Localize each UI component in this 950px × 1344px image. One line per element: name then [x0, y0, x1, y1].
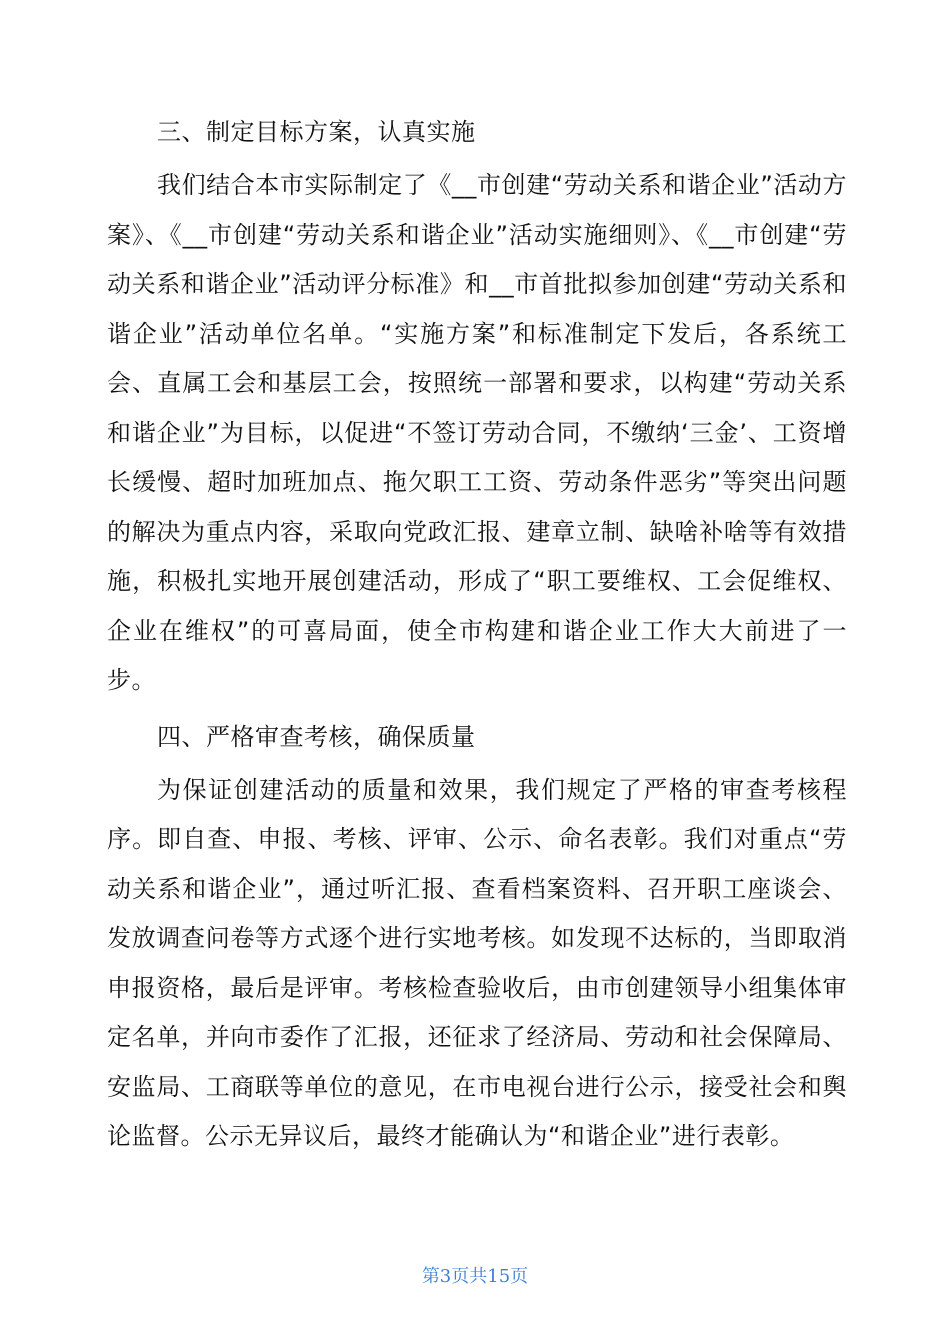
section-paragraph-3: 我们结合本市实际制定了《__市创建“劳动关系和谐企业”活动方案》、《__市创建“劳动关系和谐企业”活动实施细则》、《__市创建“劳动关系和谐企业”活动评分标准》和__市首批拟参加创建“劳动关系和谐企业”活动单位名单。“实施方案”和标准制定下发后，各系统工会、直属工会和基层工会，按照统一部署和要求，以构建“劳动关系和谐企业”为目标，以促进“不签订劳动合同，不缴纳‘三金’、工资增长缓慢、超时加班加点、拖欠职工工资、劳动条件恶劣”等突出问题的解决为重点内容，采取向党政汇报、建章立制、缺啥补啥等有效措施，积极扎实地开展创建活动，形成了“职工要维权、工会促维权、企业在维权”的可喜局面，使全市构建和谐企业工作大大前进了一步。: [107, 171, 847, 694]
page-number: 第3页共15页: [421, 1266, 529, 1287]
section-heading-4: 四、严格审查考核，确保质量: [157, 722, 476, 751]
section-heading-3: 三、制定目标方案，认真实施: [157, 118, 476, 146]
section-paragraph-4: 为保证创建活动的质量和效果，我们规定了严格的审查考核程序。即自查、申报、考核、评审、公示、命名表彰。我们对重点“劳动关系和谐企业”，通过听汇报、查看档案资料、召开职工座谈会、发放调查问卷等方式逐个进行实地考核。如发现不达标的，当即取消申报资格，最后是评审。考核检查验收后，由市创建领导小组集体审定名单，并向市委作了汇报，还征求了经济局、劳动和社会保障局、安监局、工商联等单位的意见，在市电视台进行公示，接受社会和舆论监督。公示无异议后，最终才能确认为“和谐企业”进行表彰。: [107, 775, 847, 1150]
document-body: [107, 114, 847, 1175]
